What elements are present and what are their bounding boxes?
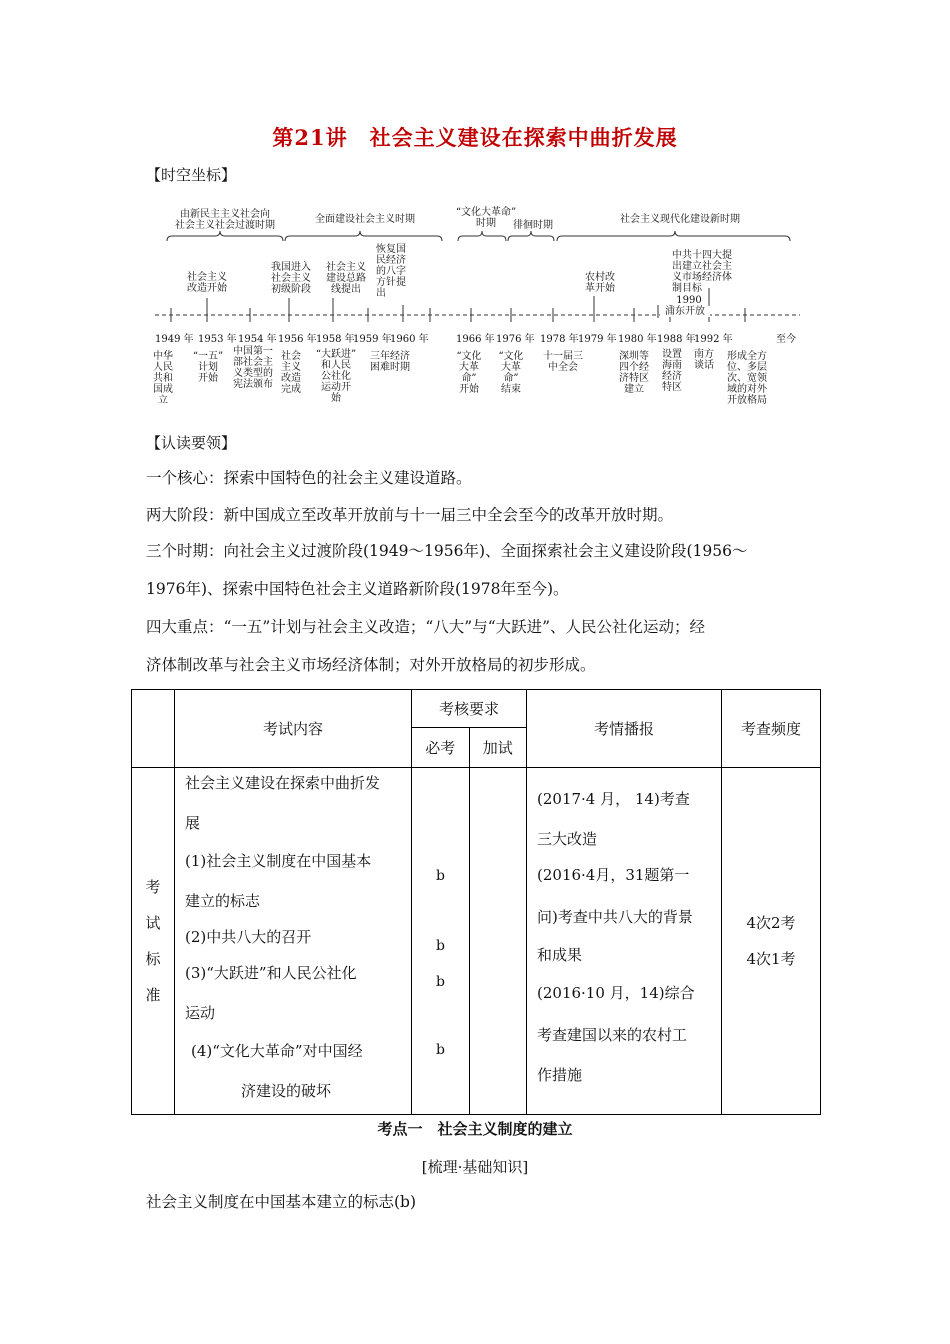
report-line: 和成果 bbox=[537, 946, 583, 964]
event-upper: 社会主义 改造开始 bbox=[187, 272, 227, 294]
content-line: 展 bbox=[185, 814, 201, 832]
event-lower: 深圳等 四个经 济特区 建立 bbox=[619, 351, 649, 395]
period-modernization: 社会主义现代化建设新时期 bbox=[620, 214, 740, 225]
event-lower: “文化 大革 命” 结束 bbox=[498, 351, 524, 395]
period-transition: 由新民主主义社会向 社会主义社会过渡时期 bbox=[175, 209, 275, 231]
paragraph: 一个核心：探索中国特色的社会主义建设道路。 bbox=[146, 469, 472, 487]
frequency-line: 4次2考 bbox=[746, 914, 796, 932]
row-label-cell bbox=[132, 768, 175, 1115]
paragraph: 两大阶段：新中国成立至改革开放前与十一届三中全会至今的改革开放时期。 bbox=[146, 506, 674, 524]
exam-table bbox=[131, 689, 821, 1115]
event-lower: 设置 海南 经济 特区 bbox=[662, 349, 682, 393]
required-cell bbox=[412, 768, 470, 1115]
paragraph: 三个时期：向社会主义过渡阶段(1949～1956年)、全面探索社会主义建设阶段(1956～ bbox=[146, 542, 748, 560]
section-reading-heading: 【认读要领】 bbox=[146, 434, 237, 452]
year-label: 1960 年 bbox=[390, 334, 429, 345]
header-content: 考试内容 bbox=[175, 690, 412, 768]
year-label: 1956 年 bbox=[278, 334, 317, 345]
year-label: 至今 bbox=[776, 334, 796, 345]
event-lower: 十一届三 中全会 bbox=[543, 351, 583, 373]
year-label: 1949 年 bbox=[155, 334, 194, 345]
content-line: 社会主义建设在探索中曲折发 bbox=[185, 774, 381, 792]
topic-subtitle: [梳理·基础知识] bbox=[421, 1158, 529, 1176]
content-line: (1)社会主义制度在中国基本 bbox=[185, 852, 372, 870]
table-corner-cell bbox=[132, 690, 175, 768]
required-mark: b bbox=[436, 974, 445, 990]
required-mark: b bbox=[436, 1042, 445, 1058]
event-lower: 中华 人民 共和 国成 立 bbox=[153, 351, 173, 406]
row-label-char: 准 bbox=[145, 986, 161, 1004]
year-label: 1988 年 bbox=[657, 334, 696, 345]
content-line: (3)“大跃进”和人民公社化 bbox=[185, 964, 357, 982]
event-upper: 社会主义 建设总路 线提出 bbox=[326, 262, 366, 295]
topic-first-line: 社会主义制度在中国基本建立的标志(b) bbox=[146, 1193, 417, 1211]
event-lower: 社会 主义 改造 完成 bbox=[281, 351, 301, 395]
report-line: 问)考查中共八大的背景 bbox=[537, 908, 693, 926]
paragraph: 1976年)、探索中国特色社会主义道路新阶段(1978年至今)。 bbox=[146, 580, 569, 598]
event-upper: 农村改 革开始 bbox=[585, 272, 615, 294]
content-line: 济建设的破坏 bbox=[241, 1082, 332, 1100]
paragraph: 四大重点：“一五”计划与社会主义改造；“八大”与“大跃进”、人民公社化运动；经 bbox=[146, 618, 706, 636]
section-timeline-heading: 【时空坐标】 bbox=[146, 166, 237, 184]
event-upper: 我国进入 社会主义 初级阶段 bbox=[271, 262, 311, 295]
required-mark: b bbox=[436, 868, 445, 884]
event-lower: 中国第一 部社会主 义类型的 宪法颁布 bbox=[233, 346, 273, 390]
row-label-char: 考 bbox=[145, 878, 161, 896]
event-lower: 形成全方 位、多层 次、宽领 域的对外 开放格局 bbox=[727, 351, 767, 406]
report-line: (2017·4 月， 14)考查 bbox=[537, 790, 690, 808]
required-mark: b bbox=[436, 938, 445, 954]
header-requirement: 考核要求 bbox=[412, 690, 527, 728]
period-full-construction: 全面建设社会主义时期 bbox=[315, 214, 415, 225]
topic-title: 考点一 社会主义制度的建立 bbox=[377, 1120, 573, 1138]
report-line: 作措施 bbox=[537, 1066, 583, 1084]
header-extra: 加试 bbox=[469, 728, 527, 768]
report-line: 考查建国以来的农村工 bbox=[537, 1026, 688, 1044]
frequency-cell bbox=[722, 768, 821, 1115]
frequency-line: 4次1考 bbox=[746, 950, 796, 968]
year-label: 1980 年 bbox=[618, 334, 657, 345]
extra-cell bbox=[469, 768, 527, 1115]
header-report: 考情播报 bbox=[527, 690, 722, 768]
content-line: 建立的标志 bbox=[185, 892, 261, 910]
event-lower: 三年经济 困难时期 bbox=[370, 351, 410, 373]
period-hesitation: 徘徊时期 bbox=[513, 220, 553, 231]
event-lower: “一五” 计划 开始 bbox=[192, 351, 224, 384]
event-lower: “大跃进” 和人民 公社化 运动开 始 bbox=[315, 349, 357, 404]
row-label-char: 试 bbox=[145, 914, 161, 932]
event-lower: 南方 谈话 bbox=[694, 349, 714, 371]
header-required: 必考 bbox=[412, 728, 470, 768]
page-title: 第21讲 社会主义建设在探索中曲折发展 bbox=[272, 125, 678, 150]
report-line: (2016·10 月，14)综合 bbox=[537, 984, 695, 1002]
report-line: 三大改造 bbox=[537, 830, 598, 848]
event-upper: 1990 bbox=[676, 295, 702, 306]
year-label: 1966 年 bbox=[456, 334, 495, 345]
content-cell bbox=[175, 768, 412, 1115]
event-upper: 浦东开放 bbox=[660, 306, 710, 317]
content-line: 运动 bbox=[185, 1004, 216, 1022]
year-label: 1979 年 bbox=[578, 334, 617, 345]
year-label: 1954 年 bbox=[238, 334, 277, 345]
content-line: (4)“文化大革命”对中国经 bbox=[191, 1042, 363, 1060]
report-cell bbox=[527, 768, 722, 1115]
year-label: 1976 年 bbox=[496, 334, 535, 345]
report-line: (2016·4月，31题第一 bbox=[537, 866, 690, 884]
event-upper: 中共十四大提 出建立社会主 义市场经济体 制目标 bbox=[672, 250, 732, 294]
row-label-char: 标 bbox=[145, 950, 161, 968]
year-label: 1978 年 bbox=[540, 334, 579, 345]
content-line: (2)中共八大的召开 bbox=[185, 928, 312, 946]
event-lower: “文化 大革 命” 开始 bbox=[456, 351, 482, 395]
paragraph: 济体制改革与社会主义市场经济体制；对外开放格局的初步形成。 bbox=[146, 656, 596, 674]
year-label: 1953 年 bbox=[198, 334, 237, 345]
year-label: 1958 年 bbox=[316, 334, 355, 345]
header-frequency: 考查频度 bbox=[722, 690, 821, 768]
year-label: 1959 年 bbox=[353, 334, 392, 345]
period-cultural-revolution: “文化大革命” 时期 bbox=[455, 207, 517, 229]
event-upper: 恢复国 民经济 的八字 方针提 出 bbox=[376, 244, 406, 299]
year-label: 1992 年 bbox=[694, 334, 733, 345]
timeline-diagram bbox=[0, 0, 950, 420]
